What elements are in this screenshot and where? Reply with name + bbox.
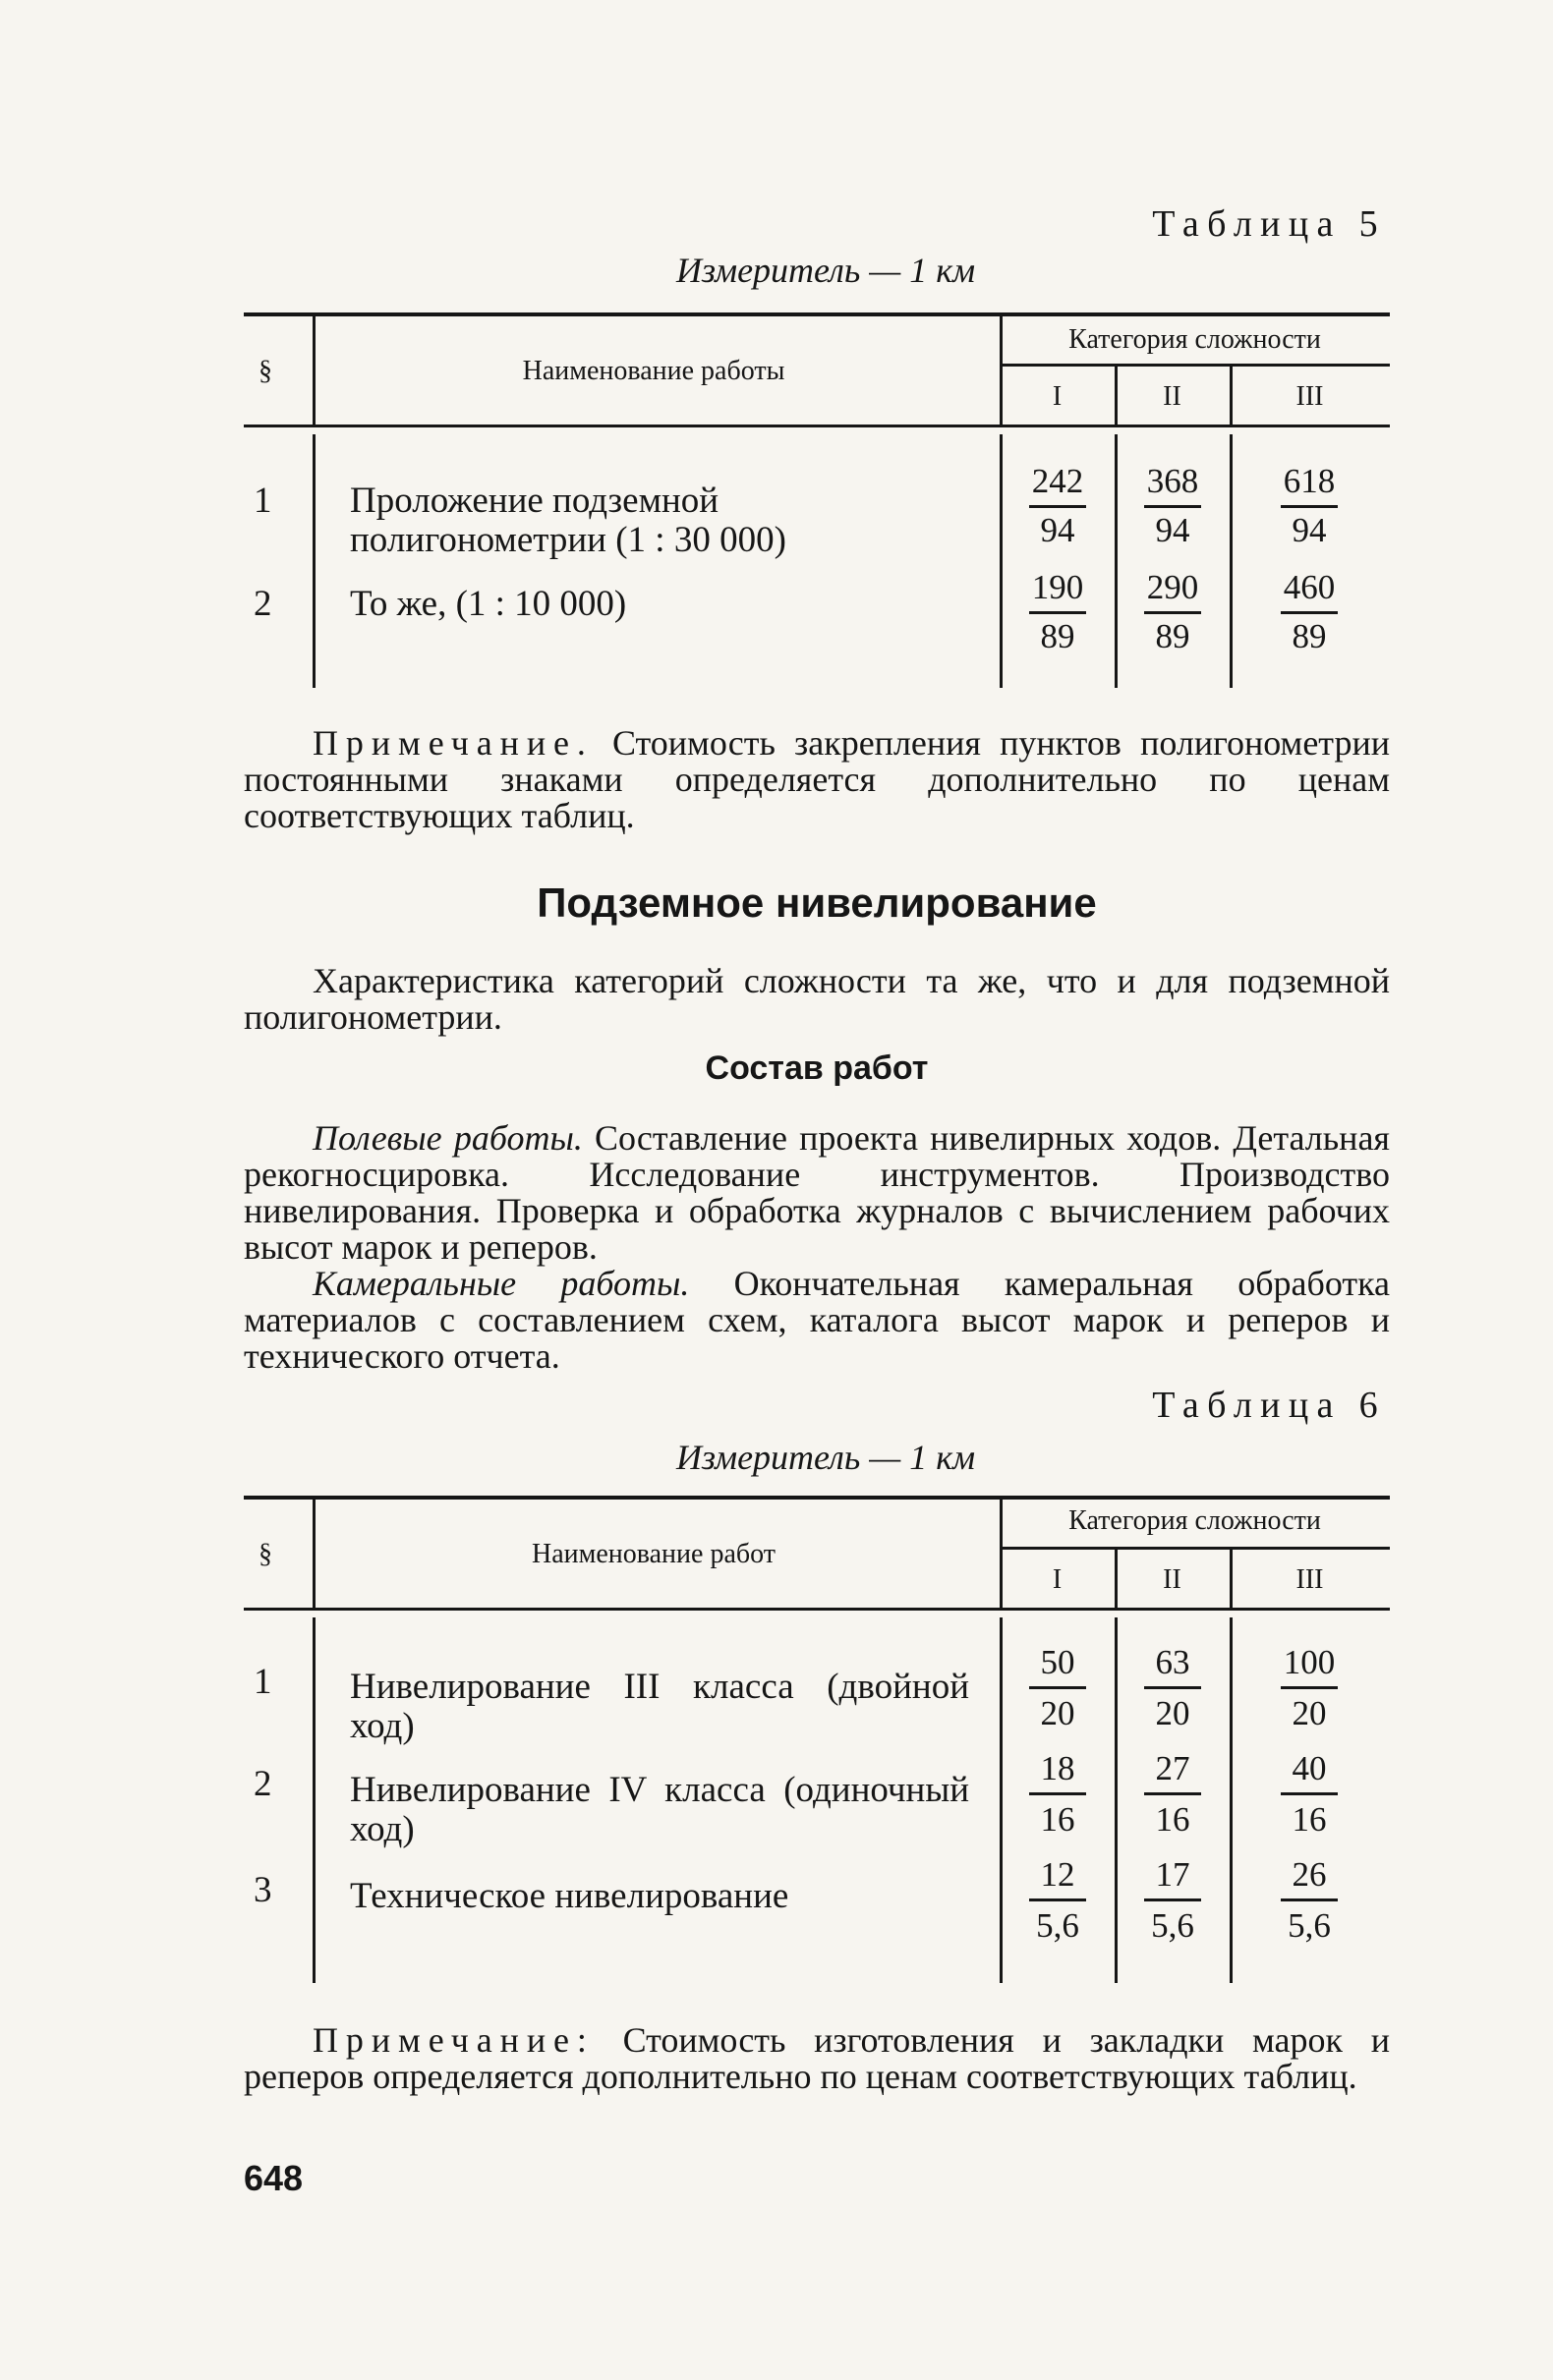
field-works-label: Полевые работы. [313, 1118, 583, 1158]
table6-header-col3: III [1295, 1564, 1324, 1595]
table6-row2-c2-bottom: 16 [1155, 1800, 1190, 1839]
table6-row2-c2-top: 27 [1155, 1749, 1190, 1787]
table5-unit: Измеритель — 1 км [675, 251, 976, 290]
table6-category-rule [1000, 1547, 1390, 1550]
table5-row1-c3-bottom: 94 [1292, 511, 1327, 549]
table6-row2-num: 2 [254, 1764, 272, 1804]
table5-label: Таблица 5 [1152, 203, 1386, 245]
table5-header-col3: III [1295, 381, 1324, 412]
table6-header-rule [244, 1608, 1390, 1611]
table6-header-category: Категория сложности [1068, 1505, 1321, 1536]
table6-row3-c1-top: 12 [1040, 1855, 1075, 1894]
table6-row1-c3-top: 100 [1283, 1643, 1336, 1681]
table6-row1-c2-top: 63 [1155, 1643, 1190, 1681]
section-subtitle: Состав работ [705, 1049, 929, 1087]
table5-header-name: Наименование работы [522, 356, 785, 386]
table5-row1-num: 1 [254, 481, 272, 521]
table5-row2-c2-top: 290 [1146, 568, 1199, 606]
table6-row2-c3-bottom: 16 [1292, 1800, 1327, 1839]
table5-top-rule [244, 312, 1390, 316]
table5-note-text: Стоимость закрепления пунктов полигонометрии постоянными знаками определяется дополнительно по ценам соответствующих таблиц. [244, 723, 1391, 835]
table6-note-label: Примечание: [313, 2020, 595, 2060]
table6-label: Таблица 6 [1152, 1385, 1386, 1426]
table6-row1-num: 1 [254, 1662, 272, 1702]
section-title: Подземное нивелирование [537, 879, 1097, 926]
table6-unit: Измеритель — 1 км [675, 1438, 976, 1477]
table6-header-name: Наименование работ [532, 1539, 776, 1569]
field-works-text: Составление проекта нивелирных ходов. Детальная рекогносцировка. Исследование инструментов. Производство нивелирования. Проверка и обработка журналов с вычислением рабочих высот марок и реперов. [244, 1118, 1390, 1267]
table5-header-col1: I [1052, 381, 1063, 412]
table5-row1-c3-top: 618 [1283, 462, 1336, 500]
section-intro: Характеристика категорий сложности та же, что и для подземной полигонометрии. [244, 961, 1390, 1037]
table5-row2-c1-bottom: 89 [1040, 617, 1075, 655]
table5-category-rule [1000, 364, 1390, 367]
table6-row3-c1-bottom: 5,6 [1036, 1906, 1079, 1945]
table5-header-category: Категория сложности [1068, 324, 1321, 355]
table5-row2-c3-top: 460 [1283, 568, 1336, 606]
table6-row2-name: Нивелирование IV класса (одиночный ход) [350, 1770, 969, 1849]
table6-row3-num: 3 [254, 1870, 272, 1910]
table6-note-text: Стоимость изготовления и закладки марок и реперов определяется дополнительно по ценам соответствующих таблиц. [244, 2020, 1391, 2096]
table5-header-col2: II [1163, 381, 1181, 412]
table5-row2-num: 2 [254, 584, 272, 624]
table6-row3-name: Техническое нивелирование [350, 1876, 789, 1916]
table5-row1-c2-top: 368 [1146, 462, 1199, 500]
table6-row3-c3-top: 26 [1292, 1855, 1327, 1894]
table5-header-num: § [259, 356, 272, 386]
table5-row2-name: То же, (1 : 10 000) [350, 584, 627, 624]
table6-row3-c2-bottom: 5,6 [1151, 1906, 1194, 1945]
office-works-text: Окончательная камеральная обработка материалов с составлением схем, каталога высот марок и реперов и технического отчета. [244, 1264, 1391, 1376]
office-works-label: Камеральные работы. [313, 1264, 690, 1303]
table6-row1-c2-bottom: 20 [1155, 1694, 1190, 1732]
table5-note [244, 725, 1390, 834]
table6-row3-c3-bottom: 5,6 [1288, 1906, 1331, 1945]
table5-row2-c1-top: 190 [1031, 568, 1084, 606]
table6-row2-c3-top: 40 [1292, 1749, 1327, 1787]
table6-row2-c1-top: 18 [1040, 1749, 1075, 1787]
section-field-works [244, 1120, 1390, 1266]
table5-row1-c2-bottom: 94 [1155, 511, 1190, 549]
section-office-works [244, 1266, 1390, 1375]
table5-row2-c3-bottom: 89 [1292, 617, 1327, 655]
table6-row2-c1-bottom: 16 [1040, 1800, 1075, 1839]
table5-row2-c2-bottom: 89 [1155, 617, 1190, 655]
table6-row1-c1-top: 50 [1040, 1643, 1075, 1681]
table5-header-rule [244, 425, 1390, 427]
table6-note [244, 2022, 1390, 2095]
table5-row1-c1-bottom: 94 [1040, 511, 1075, 549]
table6-row1-c1-bottom: 20 [1040, 1694, 1075, 1732]
table6-row1-name: Нивелирование III класса (двойной ход) [350, 1667, 969, 1746]
table5-row1-name: Проложение подземной полигонометрии (1 : 30 000) [350, 481, 786, 560]
table5-row1-c1-top: 242 [1031, 462, 1084, 500]
table6-header-col2: II [1163, 1564, 1181, 1595]
table6-row3-c2-top: 17 [1155, 1855, 1190, 1894]
page-number: 648 [244, 2158, 304, 2198]
table6-header-col1: I [1052, 1564, 1063, 1595]
table6-header-num: § [259, 1539, 272, 1569]
table5-note-label: Примечание. [313, 723, 594, 763]
table6-row1-c3-bottom: 20 [1292, 1694, 1327, 1732]
table6-top-rule [244, 1496, 1390, 1500]
